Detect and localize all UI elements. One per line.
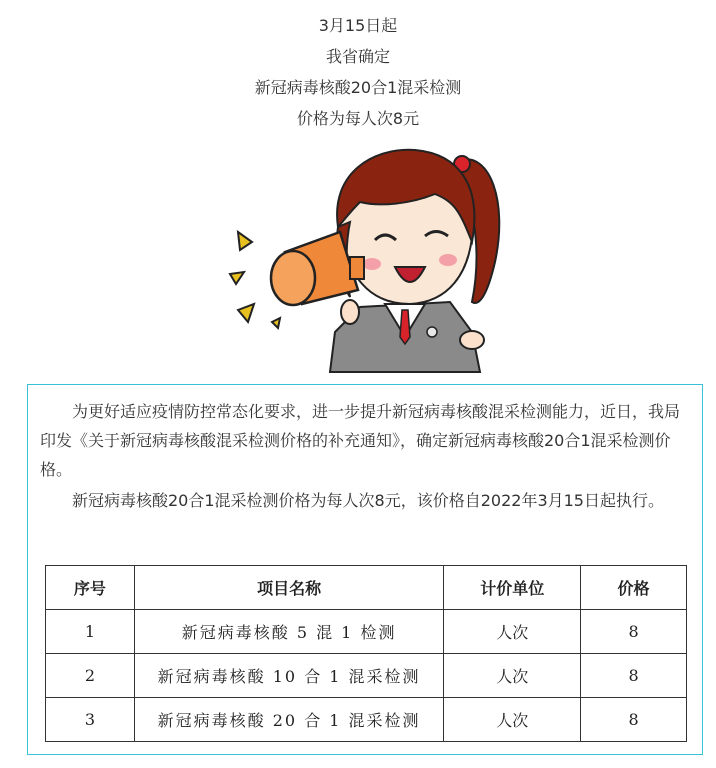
header-item-name: 项目名称 [134,566,443,610]
price-table [45,565,687,742]
cell-price: 8 [581,610,687,654]
cell-item-name: 新冠病毒核酸 5 混 1 检测 [134,610,443,654]
cell-serial: 3 [46,698,135,742]
cell-item-name: 新冠病毒核酸 20 合 1 混采检测 [134,698,443,742]
notice-paragraph-2: 新冠病毒核酸20合1混采检测价格为每人次8元，该价格自2022年3月15日起执行。 [72,491,664,510]
headline-item: 新冠病毒核酸20合1混采检测 [254,78,462,97]
cell-unit: 人次 [444,654,581,698]
cartoon-girl-with-megaphone-icon [210,132,510,377]
cell-item-name: 新冠病毒核酸 10 合 1 混采检测 [134,654,443,698]
cell-serial: 1 [46,610,135,654]
header-serial: 序号 [46,566,135,610]
notice-box [27,384,703,755]
notice-paragraph-1: 为更好适应疫情防控常态化要求，进一步提升新冠病毒核酸混采检测能力，近日，我局印发《关于新冠病毒核酸混采检测价格的补充通知》，确定新冠病毒核酸20合1混采检测价格。 [40,402,681,479]
headline-price: 价格为每人次8元 [296,109,420,128]
header-price: 价格 [581,566,687,610]
table-row [46,610,687,654]
table-row [46,698,687,742]
cell-serial: 2 [46,654,135,698]
header-unit: 计价单位 [444,566,581,610]
headline [0,10,716,134]
cell-unit: 人次 [444,698,581,742]
table-row [46,654,687,698]
headline-date: 3月15日起 [318,16,398,35]
table-header-row [46,566,687,610]
cell-unit: 人次 [444,610,581,654]
headline-subject: 我省确定 [325,47,390,66]
cell-price: 8 [581,654,687,698]
cell-price: 8 [581,698,687,742]
